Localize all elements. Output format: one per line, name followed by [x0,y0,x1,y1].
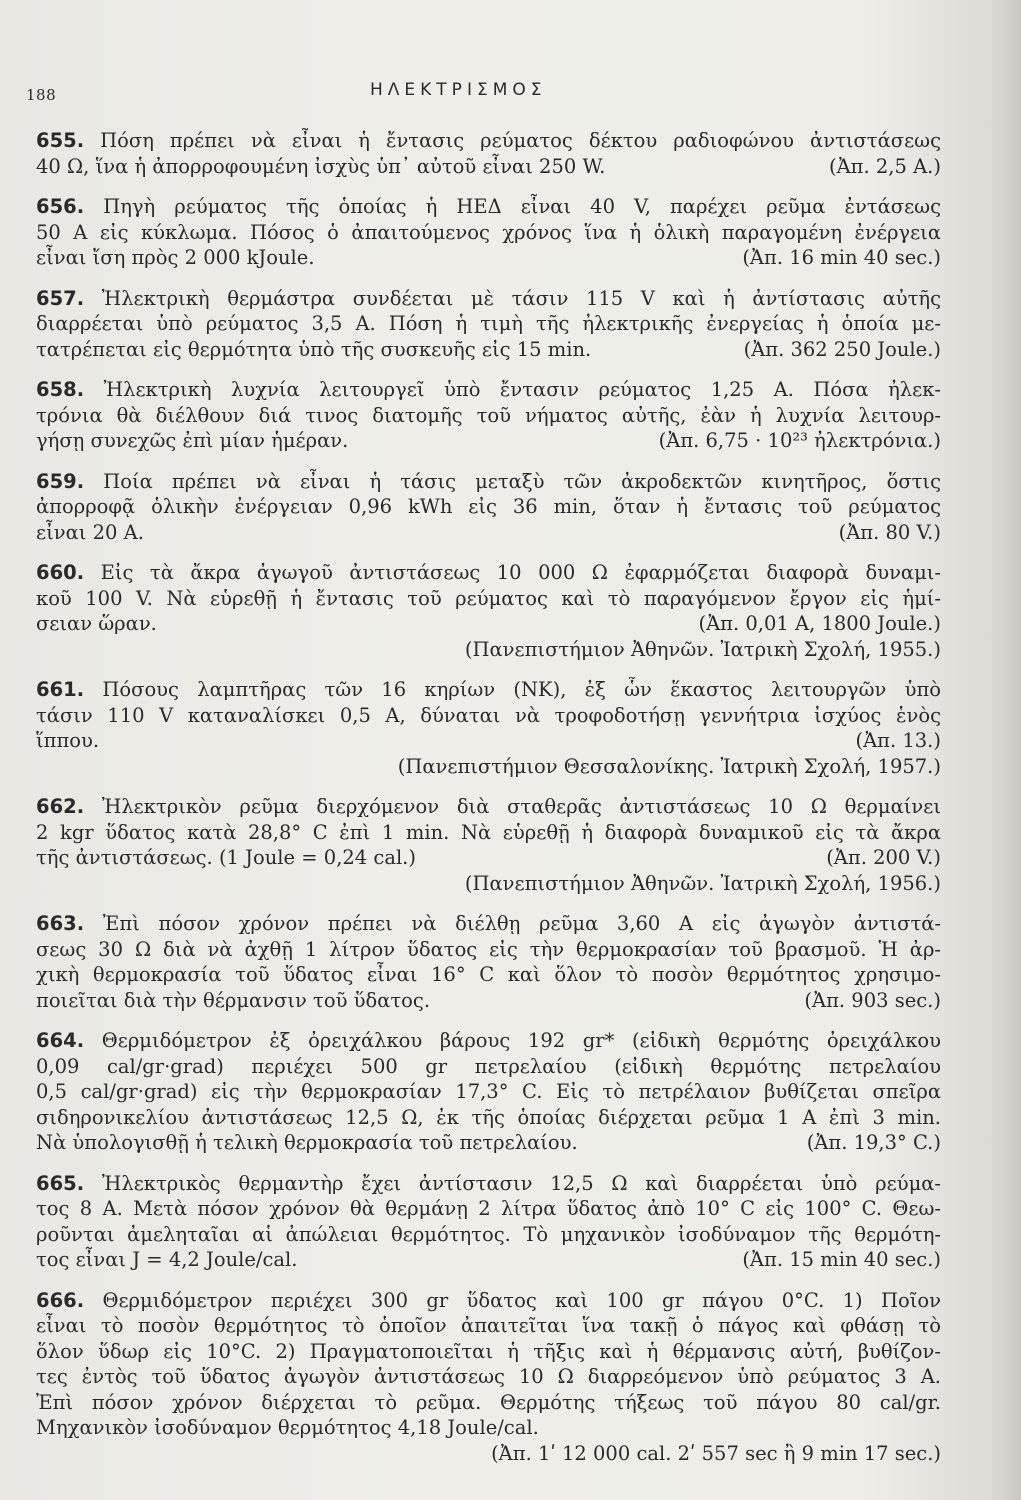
problem-text-line [36,286,941,312]
problem-line-text: Ἠλεκτρικὸς θερμαντὴρ ἔχει ἀντίστασιν 12,5 Ω καὶ διαρρέεται ὑπὸ ρεύμα- [101,1171,941,1195]
problem-text-line [36,911,941,937]
answer: (Ἀπ. 903 sec.) [804,988,941,1012]
problem-text-line [36,1222,941,1248]
problem-number: 658. [36,378,85,401]
problem-last-line: τος εἶναι J = 4,2 Joule/cal. [36,1248,298,1271]
problem-last-line-with-answer [36,245,941,271]
page-number: 188 [26,86,57,104]
problem-last-line: τῆς ἀντιστάσεως. (1 Joule = 0,24 cal.) [36,846,416,869]
problem-line-text: 2 kgr ὕδατος κατὰ 28,8° C ἐπὶ 1 min. Νὰ εὑρεθῇ ἡ διαφορὰ δυναμικοῦ εἰς τὰ ἄκρα [36,820,941,844]
problem-line-text: 0,09 cal/gr·grad) περιέχει 500 gr πετρελαίου (εἰδικὴ θερμότης πετρελαίου [36,1054,941,1078]
problem-line-text: 0,5 cal/gr·grad) εἰς τὴν θερμοκρασίαν 17,3° C. Εἰς τὸ πετρέλαιον βυθίζεται σπεῖρα [36,1080,941,1103]
problem-last-line-with-answer [36,520,941,546]
problem-last-line: Νὰ ὑπολογισθῇ ἡ τελικὴ θερμοκρασία τοῦ πετρελαίου. [36,1131,578,1154]
problem-number: 655. [36,129,85,152]
problem-last-line: γήσῃ συνεχῶς ἐπὶ μίαν ἡμέραν. [36,429,349,452]
running-title: ΗΛΕΚΤΡΙΣΜΟΣ [370,80,547,100]
problem-text-line [36,677,941,703]
problem-last-line-with-answer [36,1247,941,1273]
problem-number: 659. [36,469,85,493]
problem-line-text: Εἰς τὰ ἄκρα ἀγωγοῦ ἀντιστάσεως 10 000 Ω ἐφαρμόζεται διαφορὰ δυναμι- [100,561,941,584]
problem-656 [36,194,941,271]
problem-659 [36,469,941,546]
problem-text-line [36,1390,941,1416]
problem-text-line [36,962,941,988]
problem-line-text: χικὴ θερμοκρασία τοῦ ὕδατος εἶναι 16° C καὶ ὅλον τὸ ποσὸν θερμότητος χρησιμο- [36,963,941,986]
problem-line-text: 50 Α εἰς κύκλωμα. Πόσος ὁ ἀπαιτούμενος χρόνος ἵνα ἡ ὁλικὴ παραγομένη ἐνέργεια [36,220,941,244]
answer: (Ἀπ. 19,3° C.) [806,1131,941,1154]
problem-661 [36,677,941,779]
problem-number: 657. [36,286,85,310]
problem-text-line [36,403,941,429]
problem-list [36,128,941,1481]
answer: (Ἀπ. 0,01 Α, 1800 Joule.) [698,612,941,635]
problem-text-line [36,1028,941,1054]
problem-666 [36,1288,941,1467]
problem-text-line [36,220,941,246]
problem-line-text: Ἠλεκτρικὴ θερμάστρα συνδέεται μὲ τάσιν 115 V καὶ ἡ ἀντίστασις αὐτῆς [101,286,941,310]
exam-source: (Πανεπιστήμιον Ἀθηνῶν. Ἰατρικὴ Σχολή, 1956.) [464,871,941,895]
problem-658 [36,377,941,454]
problem-last-line: τατρέπεται εἰς θερμότητα ὑπὸ τῆς συσκευῆς εἰς 15 min. [36,337,592,361]
problem-last-line-with-answer [36,611,941,637]
problem-line-text: τρόνια θὰ διέλθουν διά τινος διατομῆς τοῦ νήματος αὐτῆς, ἐὰν ἡ λυχνία λειτουρ- [36,403,941,427]
exam-source: (Πανεπιστήμιον Θεσσαλονίκης. Ἰατρικὴ Σχολή, 1957.) [397,754,941,778]
problem-last-line-with-answer [36,988,941,1014]
problem-text-line [36,586,941,612]
problem-line-text: σιδηρονικελίου ἀντιστάσεως 12,5 Ω, ἐκ τῆς ὁποίας διέρχεται ρεῦμα 1 Α ἐπὶ 3 min. [36,1105,941,1129]
problem-line-text: κοῦ 100 V. Νὰ εὑρεθῇ ἡ ἔντασις τοῦ ρεύματος καὶ τὸ παραγόμενον ἔργον εἰς ἡμί- [36,586,941,610]
problem-660 [36,560,941,662]
problem-last-line: σειαν ὥραν. [36,612,157,635]
problem-text-line [36,703,941,729]
problem-last-line: 40 Ω, ἵνα ἡ ἀπορροφουμένη ἰσχὺς ὑπ᾽ αὐτοῦ εἶναι 250 W. [36,154,606,178]
problem-last-line-with-answer [36,1130,941,1156]
problem-text-line [36,1196,941,1222]
problem-last-line-with-answer [36,154,941,180]
problem-line-text: εἶναι τὸ ποσὸν θερμότητος τὸ ὁποῖον ἀπαιτεῖται ἵνα τακῇ ὁ πάγος καὶ φθάσῃ τὸ [36,1314,941,1337]
answer: (Ἀπ. 1ʹ 12 000 cal. 2ʹ 557 sec ἢ 9 min 17 sec.) [491,1441,941,1465]
problem-last-line-with-answer [36,337,941,363]
answer: (Ἀπ. 13.) [855,729,941,752]
problem-last-line: ἵππου. [36,729,100,752]
problem-last-line-with-answer [36,428,941,454]
problem-text-line [36,820,941,846]
problem-text-line [36,1105,941,1131]
problem-line-text: ροῦνται ἀμεληταῖαι αἱ ἀπώλειαι θερμότητος. Τὸ μηχανικὸν ἰσοδύναμον τῆς θερμότη- [36,1222,941,1246]
problem-662 [36,794,941,896]
problem-line-text: Ἐπὶ πόσον χρόνον πρέπει νὰ διέλθῃ ρεῦμα 3,60 Α εἰς ἀγωγὸν ἀντιστά- [102,912,941,935]
problem-line-text: Ἐπὶ πόσον χρόνον διέρχεται τὸ ρεῦμα. Θερμότης τήξεως τοῦ πάγου 80 cal/gr. [36,1390,941,1414]
problem-664 [36,1028,941,1156]
problem-number: 663. [36,912,85,935]
problem-text-line [36,194,941,220]
problem-text-line [36,1171,941,1197]
answer: (Ἀπ. 200 V.) [826,846,941,869]
problem-line-text: Ἠλεκτρικὴ λυχνία λειτουργεῖ ὑπὸ ἔντασιν ρεύματος 1,25 Α. Πόσα ἠλεκ- [103,378,941,401]
problem-number: 660. [36,561,85,584]
answer: (Ἀπ. 15 min 40 sec.) [742,1248,941,1271]
answer: (Ἀπ. 80 V.) [838,520,941,544]
problem-last-line: Μηχανικὸν ἰσοδύναμον θερμότητος 4,18 Joule/cal. [36,1416,539,1439]
problem-text-line [36,794,941,820]
problem-line-text: τες ἐντὸς τοῦ ὕδατος ἀγωγὸν ἀντιστάσεως 10 Ω διαρρεόμενον ὑπὸ ρεύματος 3 Α. [36,1365,941,1388]
problem-line-text: τάσιν 110 V καταναλίσκει 0,5 Α, δύναται νὰ τροφοδοτήσῃ γεννήτρια ἰσχύος ἑνὸς [36,703,941,727]
answer: (Ἀπ. 2,5 Α.) [828,154,941,178]
problem-number: 662. [36,795,85,818]
problem-text-line [36,469,941,495]
problem-text-line [36,560,941,586]
problem-text-line [36,128,941,154]
problem-657 [36,286,941,363]
answer: (Ἀπ. 362 250 Joule.) [743,337,941,361]
problem-663 [36,911,941,1013]
problem-line-text: Ποία πρέπει νὰ εἶναι ἡ τάσις μεταξὺ τῶν ἀκροδεκτῶν κινητῆρος, ὅστις [103,469,941,493]
problem-line-text: Πόση πρέπει νὰ εἶναι ἡ ἔντασις ρεύματος δέκτου ραδιοφώνου ἀντιστάσεως [100,129,941,152]
problem-text-line [36,494,941,520]
problem-last-line-with-answer [36,728,941,754]
problem-text-line [36,377,941,403]
problem-line-text: Θερμιδόμετρον ἐξ ὀρειχάλκου βάρους 192 gr* (εἰδικὴ θερμότης ὀρειχάλκου [101,1029,941,1052]
exam-source: (Πανεπιστήμιον Ἀθηνῶν. Ἰατρικὴ Σχολή, 1955.) [464,637,941,661]
problem-text-line [36,311,941,337]
problem-line-text: Πηγὴ ρεύματος τῆς ὁποίας ἡ ΗΕΔ εἶναι 40 V, παρέχει ρεῦμα ἐντάσεως [103,195,941,218]
problem-number: 664. [36,1029,85,1052]
problem-text-line [36,1054,941,1080]
problem-text-line [36,1313,941,1339]
problem-line-text: ἀπορροφᾷ ὁλικὴν ἐνέργειαν 0,96 kWh εἰς 36 min, ὅταν ἡ ἔντασις τοῦ ρεύματος [36,495,941,518]
problem-number: 665. [36,1171,85,1195]
problem-line-text: Θερμιδόμετρον περιέχει 300 gr ὕδατος καὶ 100 gr πάγου 0°C. 1) Ποῖον [102,1288,941,1312]
problem-line-text: τος 8 Α. Μετὰ πόσον χρόνον θὰ θερμάνῃ 2 λίτρα ὕδατος ἀπὸ 10° C εἰς 100° C. Θεω- [36,1197,941,1220]
problem-text-line [36,1079,941,1105]
problem-line-text: Πόσους λαμπτῆρας τῶν 16 κηρίων (ΝΚ), ἐξ ὧν ἕκαστος λειτουργῶν ὑπὸ [102,678,941,701]
problem-line-text: ὅλον ὕδωρ εἰς 10°C. 2) Πραγματοποιεῖται ἡ τῆξις καὶ ἡ θέρμανσις αὐτή, βυθίζον- [36,1339,941,1363]
problem-last-line: εἶναι 20 Α. [36,520,144,544]
problem-last-line: ποιεῖται διὰ τὴν θέρμανσιν τοῦ ὕδατος. [36,988,431,1012]
problem-text-line [36,1339,941,1365]
answer: (Ἀπ. 6,75 · 10²³ ἠλεκτρόνια.) [658,429,941,452]
problem-number: 666. [36,1288,85,1312]
problem-665 [36,1171,941,1273]
problem-last-line-with-answer [36,845,941,871]
problem-line-text: Ἠλεκτρικὸν ρεῦμα διερχόμενον διὰ σταθερᾶς ἀντιστάσεως 10 Ω θερμαίνει [101,795,941,818]
problem-number: 656. [36,195,85,218]
problem-last-line: εἶναι ἴση πρὸς 2 000 kJoule. [36,246,315,269]
problem-655 [36,128,941,179]
problem-line-text: σεως 30 Ω διὰ νὰ ἀχθῇ 1 λίτρον ὕδατος εἰς τὴν θερμοκρασίαν τοῦ βρασμοῦ. Ἡ ἀρ- [36,937,941,961]
problem-number: 661. [36,678,85,701]
problem-text-line [36,1364,941,1390]
problem-text-line [36,1288,941,1314]
problem-line-text: διαρρέεται ὑπὸ ρεύματος 3,5 Α. Πόση ἡ τιμὴ τῆς ἠλεκτρικῆς ἐνεργείας ἡ ὁποία με- [36,312,941,335]
answer: (Ἀπ. 16 min 40 sec.) [742,246,941,269]
problem-text-line [36,937,941,963]
